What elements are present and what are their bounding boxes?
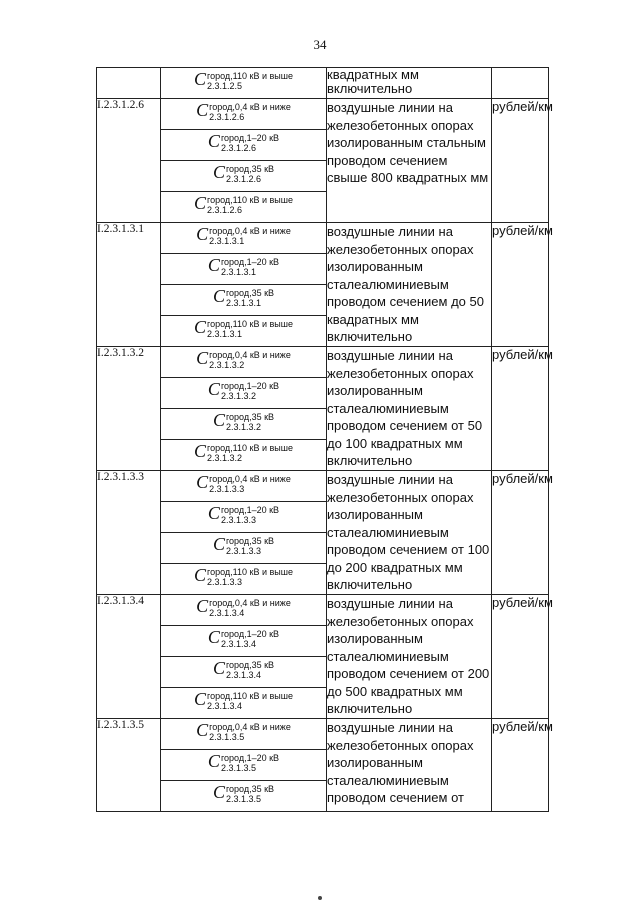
symbol-subscript: 2.3.1.2.6 [225,174,261,185]
table-row [97,347,549,378]
symbol-superscript: город,0,4 кВ и ниже [209,474,291,485]
symbol-subscript: 2.3.1.2.6 [220,143,256,154]
unit-cell [492,68,549,99]
description-cell: воздушные линии на железобетонных опорах изолированным сталеалюминиевым проводом сечением до 50 квадратных мм включительно [327,223,492,347]
unit-cell: рублей/км [492,223,549,347]
table-row [97,99,549,130]
symbol-superscript: город,1–20 кВ [220,133,280,144]
symbol-cell [161,347,327,378]
symbol-letter: C [196,720,209,740]
symbol-superscript: город,110 кВ и выше [207,443,293,454]
symbol-subscript: 2.3.1.3.4 [225,670,261,681]
symbol-superscript: город,1–20 кВ [220,753,280,764]
symbol-superscript: город,0,4 кВ и ниже [209,598,291,609]
symbol-subscript: 2.3.1.3.1 [225,298,261,309]
symbol-letter: C [194,689,207,709]
description-cell: воздушные линии на железобетонных опорах изолированным сталеалюминиевым проводом сечением от 50 до 100 квадратных мм включительно [327,347,492,471]
description-cell: воздушные линии на железобетонных опорах изолированным сталеалюминиевым проводом сечением от [327,719,492,812]
table-row [97,471,549,502]
unit-cell: рублей/км [492,595,549,719]
symbol-letter: C [212,286,225,306]
symbol-letter: C [207,751,220,771]
symbol-cell [161,781,327,812]
symbol-subscript: 2.3.1.3.5 [225,794,261,805]
symbol-cell [161,99,327,130]
symbol-superscript: город,110 кВ и выше [207,71,293,82]
symbol-superscript: город,110 кВ и выше [207,567,293,578]
description-cell: воздушные линии на железобетонных опорах изолированным сталеалюминиевым проводом сечением от 200 до 500 квадратных мм включительно [327,595,492,719]
symbol-letter: C [212,410,225,430]
symbol-subscript: 2.3.1.3.1 [220,267,256,278]
description-cell: воздушные линии на железобетонных опорах изолированным сталеалюминиевым проводом сечением от 100 до 200 квадратных мм включительно [327,471,492,595]
symbol-superscript: город,1–20 кВ [220,505,280,516]
symbol-subscript: 2.3.1.3.3 [225,546,261,557]
symbol-subscript: 2.3.1.3.5 [220,763,256,774]
symbol-superscript: город,35 кВ [225,412,275,423]
symbol-cell [161,68,327,99]
symbol-subscript: 2.3.1.3.3 [209,484,245,495]
table-row [97,223,549,254]
table-row [97,595,549,626]
symbol-superscript: город,0,4 кВ и ниже [209,102,291,113]
symbol-cell [161,409,327,440]
symbol-cell [161,688,327,719]
symbol-cell [161,130,327,161]
symbol-superscript: город,35 кВ [225,784,275,795]
symbol-subscript: 2.3.1.3.3 [220,515,256,526]
symbol-cell [161,254,327,285]
code-cell: I.2.3.1.3.5 [97,719,161,812]
symbol-letter: C [207,255,220,275]
symbol-superscript: город,110 кВ и выше [207,691,293,702]
symbol-cell [161,378,327,409]
symbol-cell [161,595,327,626]
symbol-letter: C [194,193,207,213]
symbol-superscript: город,1–20 кВ [220,629,280,640]
symbol-cell [161,564,327,595]
symbol-letter: C [194,317,207,337]
symbol-letter: C [212,162,225,182]
symbol-subscript: 2.3.1.2.5 [207,81,243,92]
symbol-subscript: 2.3.1.2.6 [209,112,245,123]
scan-mark [318,896,322,900]
code-cell: I.2.3.1.3.4 [97,595,161,719]
table-row [97,68,549,99]
code-cell: I.2.3.1.2.6 [97,99,161,223]
symbol-cell [161,161,327,192]
symbol-cell [161,440,327,471]
code-cell: I.2.3.1.3.2 [97,347,161,471]
symbol-cell [161,316,327,347]
symbol-subscript: 2.3.1.3.2 [207,453,243,464]
symbol-cell [161,719,327,750]
symbol-letter: C [194,565,207,585]
symbol-subscript: 2.3.1.3.4 [220,639,256,650]
code-cell [97,68,161,99]
symbol-letter: C [196,224,209,244]
symbol-superscript: город,0,4 кВ и ниже [209,350,291,361]
description-cell: воздушные линии на железобетонных опорах изолированным стальным проводом сечением свыше 800 квадратных мм [327,99,492,223]
code-cell: I.2.3.1.3.1 [97,223,161,347]
symbol-subscript: 2.3.1.3.2 [220,391,256,402]
symbol-cell [161,533,327,564]
symbol-superscript: город,35 кВ [225,536,275,547]
table-row [97,719,549,750]
symbol-superscript: город,35 кВ [225,288,275,299]
symbol-subscript: 2.3.1.3.1 [207,329,243,340]
symbol-cell [161,223,327,254]
unit-cell: рублей/км [492,347,549,471]
unit-cell: рублей/км [492,719,549,812]
symbol-letter: C [207,503,220,523]
symbol-cell [161,285,327,316]
symbol-letter: C [196,472,209,492]
tariff-table [96,67,553,812]
code-cell: I.2.3.1.3.3 [97,471,161,595]
symbol-letter: C [196,348,209,368]
unit-cell: рублей/км [492,99,549,223]
symbol-cell [161,502,327,533]
symbol-letter: C [212,534,225,554]
symbol-subscript: 2.3.1.3.5 [209,732,245,743]
description-cell: квадратных мм включительно [327,68,492,99]
symbol-subscript: 2.3.1.3.4 [209,608,245,619]
symbol-letter: C [196,100,209,120]
symbol-letter: C [212,658,225,678]
symbol-superscript: город,0,4 кВ и ниже [209,722,291,733]
symbol-subscript: 2.3.1.3.2 [209,360,245,371]
symbol-letter: C [194,69,207,89]
symbol-subscript: 2.3.1.2.6 [207,205,243,216]
symbol-subscript: 2.3.1.3.1 [209,236,245,247]
symbol-superscript: город,35 кВ [225,164,275,175]
symbol-superscript: город,1–20 кВ [220,257,280,268]
symbol-cell [161,192,327,223]
symbol-superscript: город,110 кВ и выше [207,319,293,330]
page-number: 34 [313,37,327,52]
symbol-letter: C [207,627,220,647]
symbol-superscript: город,110 кВ и выше [207,195,293,206]
symbol-superscript: город,1–20 кВ [220,381,280,392]
symbol-cell [161,626,327,657]
symbol-subscript: 2.3.1.3.2 [225,422,261,433]
symbol-superscript: город,0,4 кВ и ниже [209,226,291,237]
symbol-cell [161,657,327,688]
symbol-superscript: город,35 кВ [225,660,275,671]
unit-cell: рублей/км [492,471,549,595]
symbol-letter: C [207,131,220,151]
symbol-letter: C [207,379,220,399]
symbol-letter: C [212,782,225,802]
symbol-letter: C [194,441,207,461]
symbol-letter: C [196,596,209,616]
symbol-cell [161,471,327,502]
symbol-cell [161,750,327,781]
symbol-subscript: 2.3.1.3.4 [207,701,243,712]
symbol-subscript: 2.3.1.3.3 [207,577,243,588]
